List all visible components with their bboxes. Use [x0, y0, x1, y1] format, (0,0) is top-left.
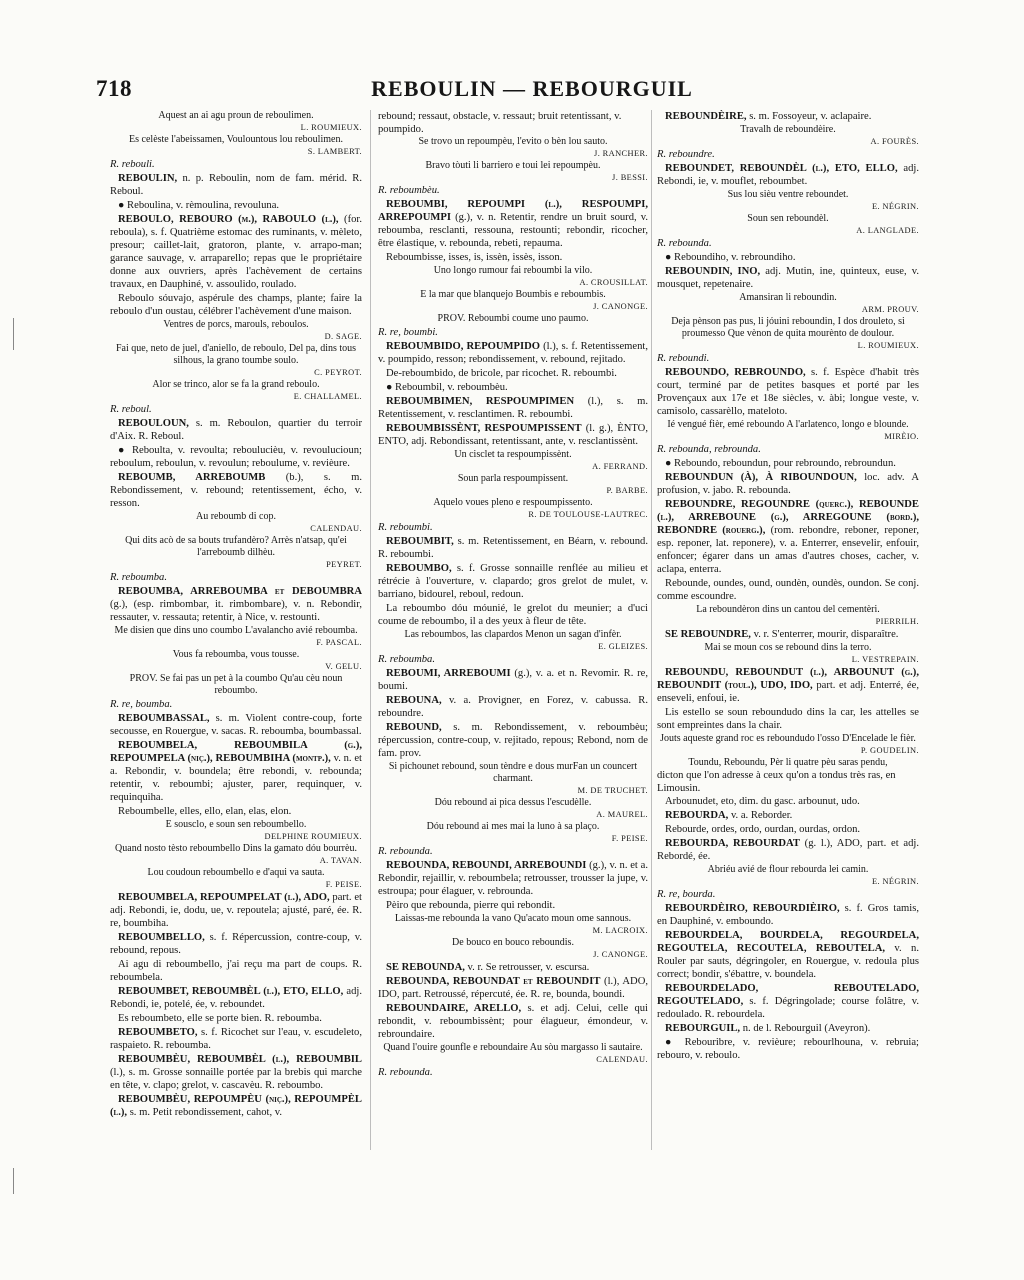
citation-author: A. CROUSILLAT. [579, 278, 648, 287]
entry-headword: REBOUNDA, REBOUNDAT et REBOUNDIT [386, 976, 601, 987]
running-title: REBOULIN — REBOURGUIL [371, 76, 693, 101]
entry-headword: REBOUMBIDO, REPOUMPIDO [386, 341, 541, 352]
entry-continuation: rebound; ressaut, obstacle, v. ressaut; bruit retentissant, v. poumpido. [378, 111, 622, 135]
entry-text: s. m. Petit rebondissement, cahot, v. [129, 1107, 282, 1118]
citation-author: D. SAGE. [324, 332, 362, 341]
entry-text: Rebourde, ordes, ordo, ourdan, ourdas, ordon. [665, 824, 861, 835]
dictionary-entry [657, 628, 919, 641]
dictionary-entry [378, 975, 648, 1001]
entry-text: s. f. Grosse sonnaille renflée au milieu et rétrécie à l'ouverture, v. clapardo; gros grelot de mulet, v. barriano, bidourel, reboul, redoun. [378, 563, 648, 600]
dictionary-entry [657, 457, 919, 470]
dictionary-entry [378, 602, 648, 628]
dictionary-entry [110, 739, 362, 804]
dictionary-entry [378, 198, 648, 250]
column-middle [378, 110, 648, 1195]
entry-text: v. a. Provigner, en Forez, v. cabussa. R. reboundre. [378, 695, 648, 719]
citation-author: A. TAVAN. [319, 856, 362, 865]
citation-author: S. LAMBERT. [307, 147, 362, 156]
citation-author: P. GOUDELIN. [860, 746, 919, 755]
cross-reference: R. reboumba. [110, 572, 167, 583]
dictionary-entry [110, 931, 362, 957]
cross-reference: R. reboumbi. [378, 522, 433, 533]
dictionary-entry [378, 961, 648, 974]
column-right [657, 110, 919, 1195]
entry-text: s. m. Retentissement, en Béarn, v. rebound. R. reboumbi. [378, 536, 648, 560]
citation-quote: Sus lou sièu ventre reboundet. [727, 189, 849, 200]
citation-author: R. DE TOULOUSE-LAUTREC. [528, 510, 648, 519]
entry-headword: REBOUMB, ARREBOUMB [118, 472, 266, 483]
dictionary-entry [657, 982, 919, 1021]
entry-text: ● Reboumbil, v. reboumbèu. [386, 382, 508, 393]
entry-headword: REBOUNDAIRE, ARELLO, [386, 1003, 522, 1014]
citation-quote: Aquelo voues pleno e respoumpissento. [433, 497, 593, 508]
entry-text: s. m. Rebondissement, v. reboumbèu; répercussion, contre-coup, v. rejitado, repous; Rebond, nom de fam. prov. [378, 722, 648, 759]
entry-text: s. m. Violent contre-coup, forte secousse, en Rouergue, v. sacas. R. reboumba, boumbassal. [110, 713, 362, 737]
citation-author: F. PEISE. [325, 880, 362, 889]
entry-headword: REBOURGUIL, [665, 1023, 741, 1034]
dictionary-entry [110, 292, 362, 318]
citation-quote: Laissas-me rebounda la vano Qu'acato moun ome sannous. [394, 913, 632, 924]
entry-text: (g.), (esp. rimbombar, it. rimbombare), v. n. Rebondir, ressauter, v. ressauta; retentir, à Nice, v. restounti. [110, 599, 362, 623]
entry-headword: REBOUMBI, REPOUMPI (l.), RESPOUMPI, ARREPOUMPI [378, 199, 648, 223]
citation-quote: Mai se moun cos se rebound dins la terro. [704, 642, 872, 653]
cross-reference: R. reboundre. [657, 149, 715, 160]
entry-headword: REBOURDÈIRO, REBOURDIÈIRO, [665, 903, 840, 914]
citation-author: V. GELU. [325, 662, 362, 671]
dictionary-entry [378, 535, 648, 561]
entry-headword: REBOUNDA, REBOUNDI, ARREBOUNDI [386, 860, 587, 871]
citation-author: J. RANCHER. [594, 149, 648, 158]
entry-text: v. n. Rouler par sauts, dégringoler, en Rouergue, v. redoula plus correct; bondir, s'ébattre, v. boundela. [657, 943, 919, 980]
entry-headword: REBOUMBELA, REBOUMBILA (g.), REPOUMPELA (niç.), REBOUMBIHA (montp.), [110, 740, 362, 764]
entry-text: (g.), v. n. Retentir, rendre un bruit sourd, v. reboumba, resclanti, ressouna, restounti; rebondir, ricocher, être élastique, v. rebounda, rebeti, repauma. [378, 212, 648, 249]
dictionary-entry [378, 381, 648, 394]
citation-author: J. CANONGE. [593, 950, 648, 959]
entry-text: s. et adj. Celui, celle qui rebondit, v. reboumbissènt; pour élagueur, émondeur, v. rebroundaire. [378, 1003, 648, 1040]
citation-quote: Jouts aqueste grand roc es reboundudo l'osso D'Encelade le fièr. [660, 733, 916, 744]
citation-quote: La reboundèron dins un cantou del cementèri. [696, 604, 880, 615]
entry-text: Lis estello se soun reboundudo dins la car, les attelles se sont empreintes dans la chair. [657, 707, 919, 731]
citation-quote: Quand l'ouire gounfle e reboundaire Au sòu margasso li sautaire. [383, 1042, 643, 1053]
entry-headword: REBOUNDUN (À), À RIBOUNDOUN, [665, 472, 857, 483]
entry-text: Reboumbelle, elles, ello, elan, elas, elon. [118, 806, 292, 817]
citation-author: F. PEISE. [611, 834, 648, 843]
entry-headword: REBOUND, [386, 722, 442, 733]
entry-headword: REBOURDELADO, REBOUTELADO, REGOUTELADO, [657, 983, 919, 1007]
dictionary-entry [378, 367, 648, 380]
entry-text: (l.), ADO, IDO, part. Retroussé, répercuté, ée. R. re, bounda, boundi. [378, 976, 648, 1000]
dictionary-entry [110, 172, 362, 198]
citation-author: PEYRET. [326, 560, 362, 569]
entry-headword: REBOUMBO, [386, 563, 452, 574]
citation-author: C. PEYROT. [314, 368, 362, 377]
entry-text: s. f. Espèce d'habit très court, terminé par de petites basques et porté par les Provençaux aux 17e et 18e siècles, v. àbi; longue veste, v. camisolo, cassarèllo, mateloto. [657, 367, 919, 417]
entry-text: n. de l. Rebourguil (Aveyron). [742, 1023, 871, 1034]
citation-quote: Aquest an ai agu proun de reboulimen. [158, 110, 314, 121]
citation-quote: Alor se trinco, alor se fa la grand reboulo. [152, 379, 320, 390]
entry-text: s. f. Gros tamis, en Dauphiné, v. emboundo. [657, 903, 919, 927]
citation-author: J. CANONGE. [593, 302, 648, 311]
entry-text: v. n. et a. Rebondir, v. boundela; être rebondi, v. rebounda; retentir, v. reboumbi; ajuster, parer, requinquer, v. requinquiha. [110, 753, 362, 803]
entry-headword: REBOUNDET, REBOUNDÈL (l.), ETO, ELLO, [665, 163, 898, 174]
entry-text: (g.), v. a. et n. Revomir. R. re, boumi. [378, 668, 648, 692]
citation-quote: Deja pènson pas pus, li jóuini reboundin, I dos drouleto, si proumesso Que vènon de quita mourènto de doulour. [671, 316, 905, 339]
dictionary-entry [110, 891, 362, 930]
citation-quote: Ié vengué fièr, emé reboundo A l'arlatenco, longo e blounde. [667, 419, 909, 430]
entry-text: (rom. rebondre, reboner, reponer, esp. reponer, lat. reponere), v. a. Enterrer, ensevelir, enfouir, enfoncer; égarer dans un amas d'autres choses, cacher, v. aclapa, enterra. [657, 525, 919, 575]
entry-headword: REBOURDA, [665, 810, 729, 821]
citation-author: A. FERRAND. [592, 462, 648, 471]
entry-text: adj. Rebondi, ie, v. mouflet, reboumbet. [657, 163, 919, 187]
citation-quote: Ventres de porcs, marouls, reboulos. [163, 319, 309, 330]
entry-text: s. f. Dégringolade; course folâtre, v. redoulado. R. rebourdela. [657, 996, 919, 1020]
entry-text: La reboumbo dóu móunié, le grelot du meunier; a d'uci coume de reboumbo, il a des yeux à fleur de tête. [378, 603, 648, 627]
dictionary-entry [378, 251, 648, 264]
citation-quote: Uno longo rumour fai reboumbi la vilo. [433, 265, 593, 276]
dictionary-entry [657, 837, 919, 863]
entry-headword: REBOULOUN, [118, 418, 189, 429]
citation-quote: Vous fa reboumba, vous tousse. [172, 649, 300, 660]
dictionary-entry [110, 958, 362, 984]
entry-text: Reboumbisse, isses, is, issèn, issès, isson. [386, 252, 563, 263]
entry-headword: REBOUMBÈU, REBOUMBÈL (l.), REBOUMBIL [118, 1054, 362, 1065]
entry-headword: SE REBOUNDA, [386, 962, 465, 973]
citation-author: E. NÉGRIN. [871, 877, 919, 886]
entry-text: s. m. Reboulon, quartier du terroir d'Aix. R. Reboul. [110, 418, 362, 442]
dictionary-entry [110, 199, 362, 212]
citation-quote: Au reboumb di cop. [196, 511, 276, 522]
dictionary-entry [657, 265, 919, 291]
dictionary-entry [657, 1036, 919, 1062]
dictionary-entry [378, 1002, 648, 1041]
dictionary-entry [657, 666, 919, 705]
entry-headword: REBOUNA, [386, 695, 442, 706]
citation-quote: De bouco en bouco reboundis. [452, 937, 574, 948]
citation-author: A. LANGLADE. [856, 226, 919, 235]
entry-text: s. f. Ricochet sur l'eau, v. escudeleto, raspaieto. R. reboumba. [110, 1027, 362, 1051]
entry-headword: SE REBOUNDRE, [665, 629, 751, 640]
dictionary-entry [378, 899, 648, 912]
citation-quote: Se trovo un repoumpèu, l'evito o bèn lou sauto. [418, 136, 608, 147]
dictionary-entry [378, 694, 648, 720]
dictionary-entry [110, 213, 362, 291]
dictionary-entry [110, 985, 362, 1011]
entry-headword: REBOUMBELLO, [118, 932, 205, 943]
entry-headword: REBOUNDÈIRE, [665, 111, 747, 122]
margin-mark [13, 318, 14, 350]
entry-text: (l.), s. f. Retentissement, v. poumpido, resson; rebondissement, v. rebound, rejitado. [378, 341, 648, 365]
citation-quote: Fai que, neto de juel, d'aniello, de reboulo, Del pa, dins tous silhous, la grano toumbe soulo. [115, 343, 357, 366]
citation-author: CALENDAU. [596, 1055, 648, 1064]
dictionary-entry [110, 1012, 362, 1025]
entry-text: (l.), s. m. Grosse sonnaille portée par la brebis qui marche en tête, v. clapo; grelot, v. cascavèu. R. reboumbo. [110, 1067, 362, 1091]
dictionary-entry [657, 366, 919, 418]
entry-text: De-reboumbido, de bricole, par ricochet. R. reboumbi. [386, 368, 617, 379]
citation-quote: E la mar que blanquejo Boumbis e reboumbis. [420, 289, 606, 300]
entry-text: adj. Mutin, ine, quinteux, euse, v. mousquet, repetenaire. [657, 266, 919, 290]
citation-quote: E sousclo, e soun sen reboumbello. [165, 819, 307, 830]
citation-author: M. DE TRUCHET. [577, 786, 648, 795]
entry-headword: REBOUMBIMEN, RESPOUMPIMEN [386, 396, 575, 407]
entry-text: (for. reboula), s. f. Quatrième estomac des ruminants, v. mèleto, presour; caillet-lait, gratoron, plante, v. arrapo-man; garance sauvage, v. arraparello; repas que le propriétaire donne aux ouvriers, après l'achèvement de certains travaux, en Dauphiné, v. assoulido, roulado. [110, 214, 362, 290]
dictionary-entry [378, 395, 648, 421]
citation-author: CALENDAU. [310, 524, 362, 533]
cross-reference: R. rebounda. [378, 1067, 433, 1078]
citation-quote: Dóu rebound ai mes mai la luno à sa plaço. [426, 821, 600, 832]
dictionary-entry [657, 929, 919, 981]
entry-text: Reboulo sóuvajo, aspérule des champs, plante; faire la reboulo d'un oustau, célébrer l'achèvement d'une maison. [110, 293, 362, 317]
entry-headword: REBOUNDIN, INO, [665, 266, 761, 277]
citation-quote: Es celèste l'abeissamen, Voulountous lou reboulimen. [129, 134, 343, 145]
dictionary-entry [657, 577, 919, 603]
citation-quote: Las reboumbos, las clapardos Menon un sagan d'infèr. [404, 629, 622, 640]
entry-headword: REBOUMBIT, [386, 536, 454, 547]
cross-reference: R. reboumba. [378, 654, 435, 665]
entry-text: (l.), s. m. Retentissement, v. resclantimen. R. reboumbi. [378, 396, 648, 420]
dictionary-entry [110, 805, 362, 818]
margin-mark [13, 1168, 14, 1194]
entry-text: (g.), v. n. et a. Rebondir, rejaillir, v. reboumbela; retrousser, trousser la jupe, v. estroupa; pour élaguer, v. rebrounda. [378, 860, 648, 897]
citation-author: J. BESSI. [612, 173, 648, 182]
cross-reference: R. reboul. [110, 404, 152, 415]
citation-author: DELPHINE ROUMIEUX. [264, 832, 362, 841]
entry-text: (l. g.), ÈNTO, ENTO, adj. Rebondissant, retentissant, ante, v. resclantissènt. [378, 423, 648, 447]
citation-quote: Bravo tòuti li barriero e toui lei repoumpèu. [425, 160, 601, 171]
entry-text: s. m. Fossoyeur, v. aclapaire. [749, 111, 872, 122]
citation-author: M. LACROIX. [592, 926, 648, 935]
entry-headword: REBOUMI, ARREBOUMI [386, 668, 511, 679]
citation-author: E. NÉGRIN. [871, 202, 919, 211]
entry-text: Ai agu di reboumbello, j'ai reçu ma part de coups. R. reboumbela. [110, 959, 362, 983]
dictionary-entry [657, 795, 919, 808]
dictionary-entry [110, 471, 362, 510]
entry-text: n. p. Reboulin, nom de fam. mérid. R. Reboul. [110, 173, 362, 197]
entry-headword: REBOULO, REBOURO (m.), RABOULO (l.), [118, 214, 339, 225]
citation-quote: Soun parla respoumpissent. [457, 473, 569, 484]
entry-text: Es reboumbeto, elle se porte bien. R. reboumba. [118, 1013, 322, 1024]
citation-author: A. MAUREL. [596, 810, 648, 819]
citation-quote: Lou coudoun reboumbello e d'aqui va sauta. [147, 867, 325, 878]
dictionary-entry [378, 859, 648, 898]
dictionary-entry [110, 585, 362, 624]
entry-text: Rebounde, oundes, ound, oundèn, oundès, oundon. Se conj. comme escoundre. [657, 578, 919, 602]
cross-reference: R. re, boumba. [110, 699, 173, 710]
citation-quote: Me disien que dins uno coumbo L'avalancho avié reboumba. [114, 625, 358, 636]
cross-reference: R. rebounda. [657, 238, 712, 249]
entry-text: v. a. Reborder. [730, 810, 793, 821]
citation-author: F. PASCAL. [316, 638, 362, 647]
citation-author: P. BARBE. [606, 486, 648, 495]
dictionary-entry [657, 902, 919, 928]
entry-text: ● Rebouribre, v. revièure; rebourlhouna, v. rebruia; rebouro, v. reboulo. [657, 1037, 919, 1061]
column-divider [651, 110, 652, 1150]
dictionary-entry [378, 721, 648, 760]
entry-text: Arbounudet, eto, dim. du gasc. arbounut, udo. [665, 796, 860, 807]
entry-headword: REBOUMBELA, REPOUMPELAT (l.), ADO, [118, 892, 330, 903]
entry-text: v. r. Se retrousser, v. escursa. [467, 962, 590, 973]
cross-reference: R. rebounda, rebrounda. [657, 444, 761, 455]
dictionary-entry [110, 1026, 362, 1052]
entry-text: part. et adj. Enterré, ée, enseveli, enfoui, ie. [657, 680, 919, 704]
entry-headword: REBOUMBASSAL, [118, 713, 210, 724]
citation-author: PIERRILH. [875, 617, 919, 626]
entry-headword: REBOUMBETO, [118, 1027, 198, 1038]
entry-headword: REBOULIN, [118, 173, 178, 184]
entry-headword: REBOUNDRE, REGOUNDRE (querc.), REBOUNDE (l.), ARREBOUNE (g.), ARREGOUNE (bord.), REBONDRE (rouerg.), [657, 499, 919, 536]
cross-reference: R. rebouli. [110, 159, 155, 170]
citation-author: L. ROUMIEUX. [857, 341, 919, 350]
dictionary-entry [657, 706, 919, 732]
citation-quote: Quand nosto tèsto reboumbello Dins la gamato dóu bourrèu. [115, 843, 357, 854]
dictionary-entry [110, 444, 362, 470]
cross-reference: R. re, bourda. [657, 889, 716, 900]
citation-quote: Dóu rebound ai pica dessus l'escudèlle. [434, 797, 592, 808]
dictionary-entry [378, 422, 648, 448]
entry-headword: REBOURDA, REBOURDAT [665, 838, 800, 849]
entry-text: loc. adv. A profusion, v. jabo. R. rebounda. [657, 472, 919, 496]
page-number: 718 [96, 76, 132, 101]
entry-text: adj. Rebondi, ie, potelé, ée, v. reboundet. [110, 986, 362, 1010]
entry-text: (g. l.), ADO, part. et adj. Rebordé, ée. [657, 838, 919, 862]
entry-headword: REBOUMBÈU, REPOUMPÈU (niç.), REPOUMPÈL (l.), [110, 1094, 362, 1118]
dictionary-entry [110, 712, 362, 738]
entry-text: ● Reboulina, v. rèmoulina, revouluna. [118, 200, 280, 211]
dictionary-entry [657, 110, 919, 123]
entry-text: ● Reboundo, reboundun, pour rebroundo, rebroundun. [665, 458, 896, 469]
dictionary-entry [657, 162, 919, 188]
entry-continuation: dicton que l'on adresse à ceux qu'on a tondus très ras, en Limousin. [657, 770, 896, 794]
page-header [96, 76, 968, 106]
citation-quote: Amansiran li reboundin. [739, 292, 837, 303]
entry-headword: REBOURDELA, BOURDELA, REGOURDELA, REGOUTELA, RECOUTELA, REBOUTELA, [657, 930, 919, 954]
entry-text: (b.), s. m. Rebondissement, v. rebound; retentissement, écho, v. resson. [110, 472, 362, 509]
citation-quote: Travalh de reboundèire. [740, 124, 836, 135]
cross-reference: R. re, boumbi. [378, 327, 438, 338]
entry-headword: REBOUMBET, REBOUMBÈL (l.), ETO, ELLO, [118, 986, 344, 997]
entry-text: ● Reboulta, v. revoulta; reboulucièu, v. revoulucioun; reboulum, reboulun, v. revoulun; reboulume, v. revièure. [110, 445, 362, 469]
citation-quote: Si pichounet rebound, soun tèndre e dous murFan un councert charmant. [388, 761, 638, 784]
dictionary-entry [378, 340, 648, 366]
citation-quote: Un cisclet ta respoumpissènt. [454, 449, 572, 460]
citation-author: ARM. PROUV. [861, 305, 919, 314]
citation-author: MIRÈIO. [884, 432, 919, 441]
citation-author: L. ROUMIEUX. [300, 123, 362, 132]
dictionary-entry [110, 1093, 362, 1119]
cross-reference: R. rebounda. [378, 846, 433, 857]
dictionary-entry [657, 823, 919, 836]
citation-quote: Abriéu avié de flour rebourda lei camin. [707, 864, 869, 875]
entry-text: part. et adj. Rebondi, ie, dodu, ue, v. repoutela; ajusté, paré, ée. R. re, boumbiha. [110, 892, 362, 929]
dictionary-entry [110, 417, 362, 443]
citation-author: L. VESTREPAIN. [851, 655, 919, 664]
dictionary-entry [657, 809, 919, 822]
citation-quote: PROV. Se fai pas un pet à la coumbo Qu'au cèu noun reboumbo. [129, 673, 343, 696]
citation-quote: Toundu, Reboundu, Pèr li quatre pèu saras pendu, [688, 757, 888, 768]
citation-author: A. FOURÈS. [870, 137, 919, 146]
citation-author: E. CHALLAMEL. [293, 392, 362, 401]
dictionary-entry [657, 498, 919, 576]
entry-headword: REBOUNDO, REBROUNDO, [665, 367, 806, 378]
entry-headword: REBOUNDU, REBOUNDUT (l.), ARBOUNUT (g.), REBOUNDIT (toul.), UDO, IDO, [657, 667, 919, 691]
dictionary-entry [657, 1022, 919, 1035]
entry-text: s. f. Répercussion, contre-coup, v. rebound, repous. [110, 932, 362, 956]
entry-headword: REBOUMBA, ARREBOUMBA et DEBOUMBRA [118, 586, 362, 597]
dictionary-entry [378, 562, 648, 601]
dictionary-entry [110, 1053, 362, 1092]
cross-reference: R. reboumbèu. [378, 185, 440, 196]
citation-quote: Soun sen reboundèl. [747, 213, 829, 224]
entry-text: v. r. S'enterrer, mourir, disparaître. [753, 629, 899, 640]
entry-headword: REBOUMBISSÈNT, RESPOUMPISSENT [386, 423, 582, 434]
dictionary-entry [378, 667, 648, 693]
dictionary-entry [657, 471, 919, 497]
entry-text: Pèiro que rebounda, pierre qui rebondit. [386, 900, 556, 911]
citation-quote: Qui dits acò de sa bouts trufandèro? Arrès n'atsap, qu'ei l'arreboumb dilhèu. [125, 535, 347, 558]
column-left [110, 110, 362, 1195]
dictionary-entry [657, 251, 919, 264]
citation-quote: PROV. Reboumbi coume uno paumo. [437, 313, 589, 324]
entry-text: ● Reboundiho, v. rebroundiho. [665, 252, 796, 263]
citation-author: E. GLEIZES. [598, 642, 648, 651]
cross-reference: R. reboundi. [657, 353, 710, 364]
column-divider [370, 110, 371, 1150]
